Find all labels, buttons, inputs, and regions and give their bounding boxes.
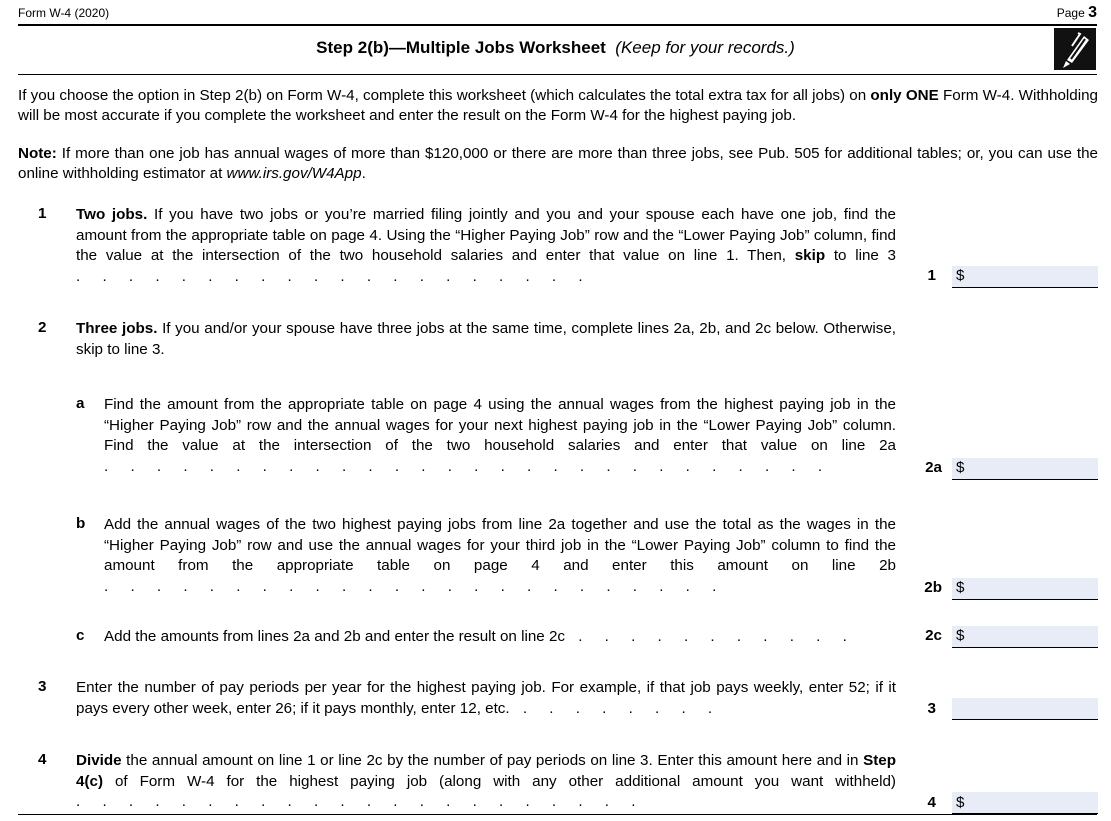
page-number-value: 3: [1088, 4, 1097, 21]
page-header: [18, 2, 1097, 24]
line-1-number: 1: [38, 205, 47, 222]
line-2c-dollar: $: [956, 627, 965, 644]
title-rule: [18, 74, 1097, 75]
bottom-rule: [18, 814, 1097, 815]
line-2b-text: Add the annual wages of the two highest paying jobs from line 2a together and use the total as the wages in the “Higher Paying Job” row and use the annual wages for your third job in the “Lower Paying Job” column to find the amount from the appropriate table on page 4 and enter this amount on line 2b . . . . . . . . . . . . . . . . . . . . . . . .: [104, 516, 896, 595]
line-2-number: 2: [38, 319, 47, 336]
line-4-input[interactable]: [952, 792, 1098, 814]
note-paragraph: Note: If more than one job has annual wages of more than $120,000 or there are more than three jobs, see Pub. 505 for additional tables; or, you can use the online withholding estimator at www.irs.gov/W4App.: [18, 145, 1098, 182]
line-2c-label: 2c: [925, 627, 942, 644]
line-1-dollar: $: [956, 267, 965, 284]
pencil-icon: [1054, 28, 1096, 70]
line-1-input[interactable]: [952, 266, 1098, 288]
line-3-label: 3: [927, 700, 936, 717]
line-2c-text: Add the amounts from lines 2a and 2b and enter the result on line 2c . . . . . . . . . . .: [104, 628, 856, 645]
form-id: Form W-4 (2020): [18, 6, 110, 20]
line-4-text: Divide the annual amount on line 1 or line 2c by the number of pay periods on line 3. Enter this amount here and in Step 4(c) of Form W-4 for the highest paying job (along with any other additional amount you want withheld) . . . . . . . . . . . . . . . . . . . . . .: [76, 752, 896, 810]
line-1-text: Two jobs. If you have two jobs or you’re married filing jointly and you and your spouse each have one job, find the amount from the appropriate table on page 4. Using the “Higher Paying Job” row and the “Lower Paying Job” column, find the value at the intersection of the two household salaries and enter that value on line 1. Then, skip to line 3 . . . . . . . . . . . . . . . . . . . .: [76, 206, 896, 285]
line-3-input[interactable]: [952, 698, 1098, 720]
line-2b-label: 2b: [924, 579, 942, 596]
line-2c-input[interactable]: [952, 626, 1098, 648]
line-4-number: 4: [38, 751, 47, 768]
page-label: Page: [1056, 6, 1085, 20]
line-4-label: 4: [927, 794, 936, 811]
line-3-number: 3: [38, 678, 47, 695]
worksheet-title: [0, 38, 1111, 58]
line-4-dollar: $: [956, 794, 965, 811]
line-2-text: Three jobs. If you and/or your spouse have three jobs at the same time, complete lines 2a, 2b, and 2c below. Otherwise, skip to line 3.: [76, 320, 896, 358]
top-rule: [18, 24, 1097, 26]
line-2b-letter: b: [76, 515, 86, 532]
line-2a-input[interactable]: [952, 458, 1098, 480]
line-2c-letter: c: [76, 627, 85, 644]
line-3-text: Enter the number of pay periods per year for the highest paying job. For example, if that job pays weekly, enter 52; if it pays every other week, enter 26; if it pays monthly, enter 12, etc. . . . . . . . .: [76, 679, 896, 717]
title-main: Step 2(b)—Multiple Jobs Worksheet: [316, 38, 606, 57]
line-1-label: 1: [927, 267, 936, 284]
intro-paragraph: If you choose the option in Step 2(b) on Form W-4, complete this worksheet (which calculates the total extra tax for all jobs) on only ONE Form W-4. Withholding will be most accurate if you complete the worksheet and enter the result on the Form W-4 for the highest paying job.: [18, 87, 1098, 124]
line-2b-dollar: $: [956, 579, 965, 596]
line-2a-label: 2a: [925, 459, 942, 476]
irs-link[interactable]: www.irs.gov/W4App: [226, 165, 362, 182]
page-number: [1057, 4, 1097, 22]
line-2a-letter: a: [76, 395, 85, 412]
line-2a-text: Find the amount from the appropriate table on page 4 using the annual wages from the highest paying job in the “Higher Paying Job” row and the annual wages for your next highest paying job in the “Lower Paying Job” column. Find the value at the intersection of the two household salaries and enter that value on line 2a . . . . . . . . . . . . . . . . . . . . . . . . . . . .: [104, 396, 896, 475]
line-2a-dollar: $: [956, 459, 965, 476]
line-2b-input[interactable]: [952, 578, 1098, 600]
title-note: (Keep for your records.): [615, 38, 795, 57]
